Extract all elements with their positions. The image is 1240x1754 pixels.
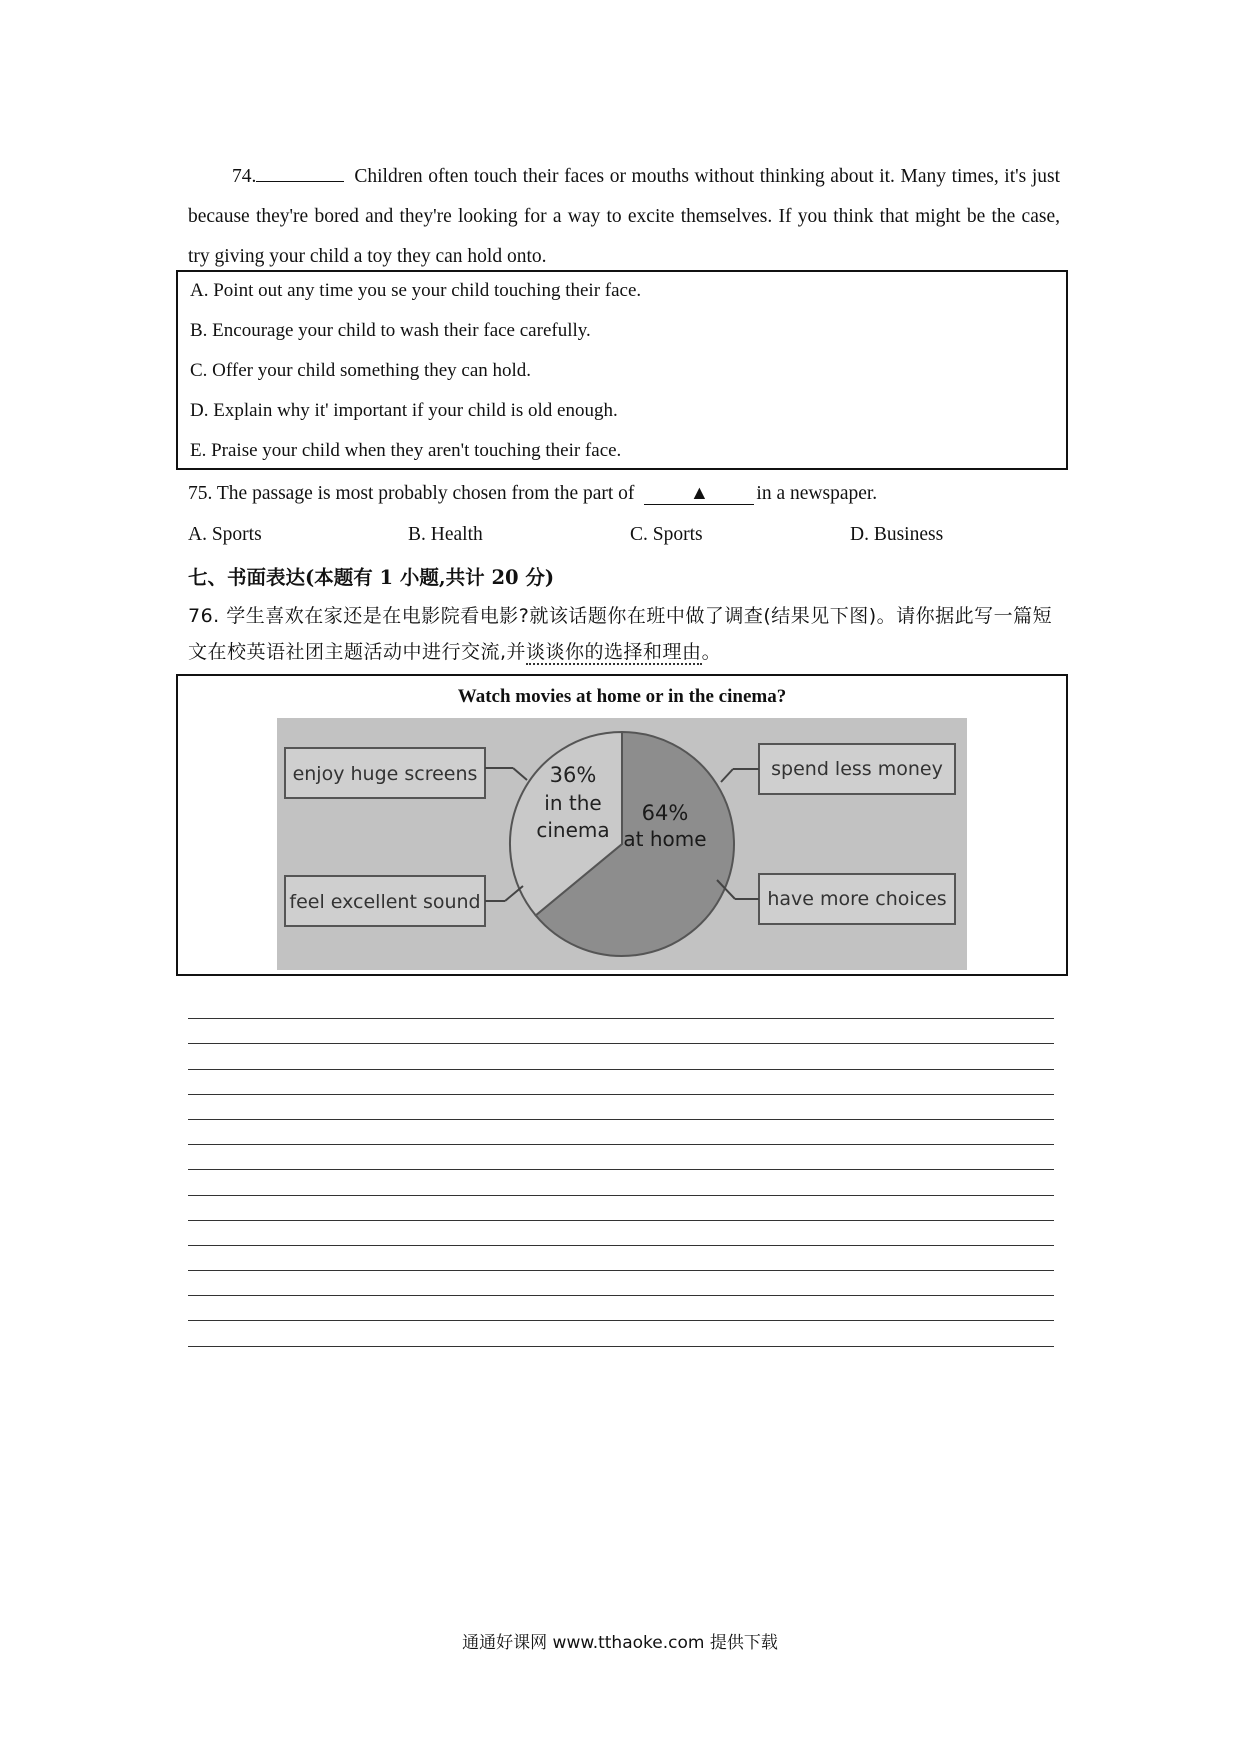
- writing-lines[interactable]: [188, 994, 1054, 1347]
- q74-text: Children often touch their faces or mouths without thinking about it. Many times, it's just because they're bored and they're looking for a way to excite themselves. If you think that might be the case, try giving your child a toy they can hold onto.: [188, 166, 1060, 267]
- q75-prefix: 75. The passage is most probably chosen from the part of: [188, 483, 635, 504]
- pie-chart-svg: [277, 718, 967, 970]
- callout-excellent-sound: feel excellent sound: [289, 891, 481, 913]
- q76-end: 。: [701, 641, 722, 663]
- option-e: E. Praise your child when they aren't touching their face.: [190, 440, 622, 461]
- writing-line[interactable]: [188, 1070, 1054, 1095]
- option-a: A. Point out any time you se your child touching their face.: [190, 280, 642, 301]
- option-b: B. Encourage your child to wash their face carefully.: [190, 320, 591, 341]
- writing-line[interactable]: [188, 1095, 1054, 1120]
- q76-text: 76. 学生喜欢在家还是在电影院看电影?就该话题你在班中做了调查(结果见下图)。请你据此写一篇短文在校英语社团主题活动中进行交流,并: [188, 605, 1053, 663]
- writing-line[interactable]: [188, 1019, 1054, 1044]
- question-75: [188, 483, 877, 505]
- chart-title: Watch movies at home or in the cinema?: [457, 686, 787, 707]
- writing-line[interactable]: [188, 1145, 1054, 1170]
- writing-line[interactable]: [188, 1271, 1054, 1296]
- q75-marker: ▲: [689, 483, 710, 504]
- slice-label-cinema-2: cinema: [536, 818, 610, 842]
- q75-blank: [644, 484, 754, 505]
- pie-chart: [277, 718, 967, 970]
- writing-line[interactable]: [188, 1120, 1054, 1145]
- writing-line[interactable]: [188, 1044, 1054, 1069]
- writing-line[interactable]: [188, 1196, 1054, 1221]
- option-c: C. Offer your child something they can hold.: [190, 360, 532, 381]
- q75-choice-d: D. Business: [850, 524, 944, 545]
- section-title: 七、书面表达(本题有 1 小题,共计 20 分): [188, 566, 555, 589]
- q75-choice-c: C. Sports: [630, 524, 703, 545]
- footer: 通通好课网 www.tthaoke.com 提供下载: [462, 1633, 778, 1653]
- slice-label-home: at home: [623, 827, 707, 851]
- options-box: [176, 270, 1068, 470]
- q74-blank: [256, 163, 344, 182]
- callout-more-choices: have more choices: [767, 888, 947, 910]
- slice-label-cinema-1: in the: [544, 791, 602, 815]
- writing-line[interactable]: [188, 1246, 1054, 1271]
- slice-label-home-pct: 64%: [641, 801, 689, 825]
- writing-line[interactable]: [188, 994, 1054, 1019]
- question-76: [188, 598, 1068, 670]
- callout-less-money: spend less money: [771, 758, 943, 780]
- option-d: D. Explain why it' important if your child is old enough.: [190, 400, 618, 421]
- q75-choice-a: A. Sports: [188, 524, 262, 545]
- q75-suffix: in a newspaper.: [756, 483, 878, 504]
- callout-huge-screens: enjoy huge screens: [292, 763, 478, 785]
- q75-choice-b: B. Health: [408, 524, 483, 545]
- q74-number: 74.: [232, 166, 257, 187]
- writing-line[interactable]: [188, 1170, 1054, 1195]
- q76-emphasis: 谈谈你的选择和理由: [526, 641, 702, 663]
- writing-line[interactable]: [188, 1296, 1054, 1321]
- question-74: [188, 157, 1060, 277]
- slice-label-cinema-pct: 36%: [549, 763, 597, 787]
- writing-line[interactable]: [188, 1221, 1054, 1246]
- writing-line[interactable]: [188, 1321, 1054, 1346]
